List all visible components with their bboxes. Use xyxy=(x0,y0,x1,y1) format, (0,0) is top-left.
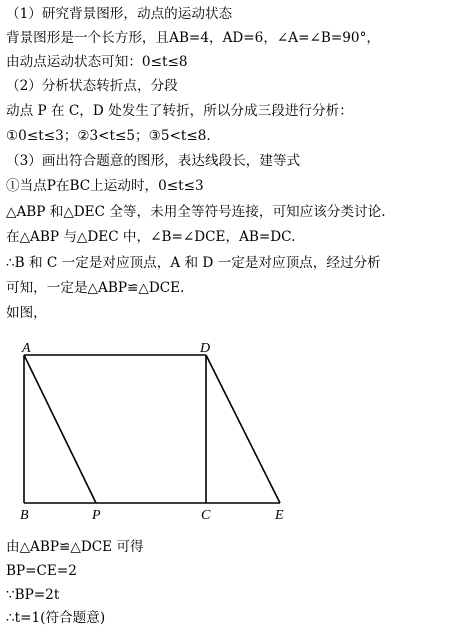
text-line-6: ①0≤t≤3；②3<t≤5；③5<t≤8. xyxy=(6,128,211,144)
text-line-10: 在△ABP 与△DEC 中，∠B=∠DCE，AB=DC. xyxy=(6,229,296,245)
text-line-9: △ABP 和△DEC 全等，未用全等符号连接，可知应该分类讨论. xyxy=(6,204,386,220)
solution-line-4: ∴t=1(符合题意) xyxy=(6,610,106,626)
label-P: P xyxy=(92,508,101,523)
segment-DE xyxy=(206,355,280,503)
label-A: A xyxy=(22,341,31,356)
text-line-11: ∴B 和 C 一定是对应顶点，A 和 D 一定是对应顶点，经过分析 xyxy=(6,255,381,271)
text-line-12: 可知，一定是△ABP≌△DCE. xyxy=(6,280,185,296)
text-line-1: （1）研究背景图形，动点的运动状态 xyxy=(6,6,233,22)
label-D: D xyxy=(200,341,211,356)
solution-line-2: BP=CE=2 xyxy=(6,563,77,579)
label-B: B xyxy=(20,508,29,523)
solution-line-3: ∵BP=2t xyxy=(6,587,60,603)
text-line-4: （2）分析状态转折点，分段 xyxy=(6,78,178,94)
text-line-5: 动点 P 在 C，D 处发生了转折，所以分成三段进行分析： xyxy=(6,103,353,119)
text-line-8: ①当点P在BC上运动时，0≤t≤3 xyxy=(6,178,204,194)
text-line-7: （3）画出符合题意的图形，表达线段长，建等式 xyxy=(6,153,301,169)
geometry-figure xyxy=(0,335,453,525)
text-line-2: 背景图形是一个长方形，且AB=4，AD=6，∠A=∠B=90°， xyxy=(6,30,380,46)
label-C: C xyxy=(201,508,211,523)
solution-line-1: 由△ABP≌△DCE 可得 xyxy=(6,539,144,555)
segment-AP xyxy=(24,355,96,503)
label-E: E xyxy=(275,508,284,523)
text-line-13: 如图， xyxy=(6,305,47,321)
text-line-3: 由动点运动状态可知：0≤t≤8 xyxy=(6,54,188,70)
